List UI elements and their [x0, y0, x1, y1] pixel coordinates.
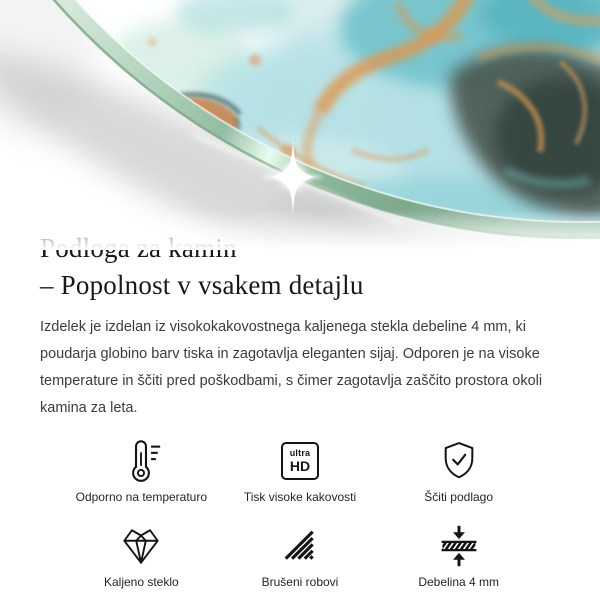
- beveled-edges-icon: [281, 527, 319, 565]
- content-section: [0, 230, 600, 590]
- feature-thickness: [379, 523, 538, 590]
- ultra-hd-icon-text-top: ultra: [289, 448, 311, 458]
- bottom-fade: [0, 210, 600, 250]
- feature-beveled-edges: [221, 523, 380, 590]
- feature-label: Debelina 4 mm: [418, 575, 500, 589]
- features-grid: [62, 438, 538, 590]
- feature-tempered-glass: [62, 523, 221, 590]
- shield-check-icon: [439, 439, 479, 483]
- ultra-hd-icon-text-bottom: HD: [289, 458, 311, 474]
- product-description: Izdelek je izdelan iz visokokakovostnega kaljenega stekla debeline 4 mm, ki poudarja globino barv tiska in zagotavlja eleganten sijaj. Odporen je na visoke temperature in ščiti pred poškodbami, s čimer zagotavlja zaščito prostora okoli kamina za leta.: [40, 319, 543, 416]
- feature-label: Odporno na temperaturo: [75, 490, 208, 504]
- glass-pad-photo: [0, 0, 600, 250]
- feature-print-quality: [221, 438, 380, 505]
- thickness-icon: [437, 523, 481, 569]
- feature-temperature: [62, 438, 221, 505]
- page-title-line2: – Popolnost v vsakem detajlu: [40, 270, 364, 300]
- feature-protects-surface: [379, 438, 538, 505]
- feature-label: Brušeni robovi: [261, 575, 339, 589]
- feature-label: Tisk visoke kakovosti: [243, 490, 357, 504]
- feature-label: Kaljeno steklo: [103, 575, 179, 589]
- diamond-icon: [118, 525, 164, 567]
- thermometer-icon: [118, 438, 164, 484]
- product-image: [0, 0, 600, 230]
- ultra-hd-icon: [281, 442, 319, 480]
- feature-label: Ščiti podlago: [424, 490, 494, 504]
